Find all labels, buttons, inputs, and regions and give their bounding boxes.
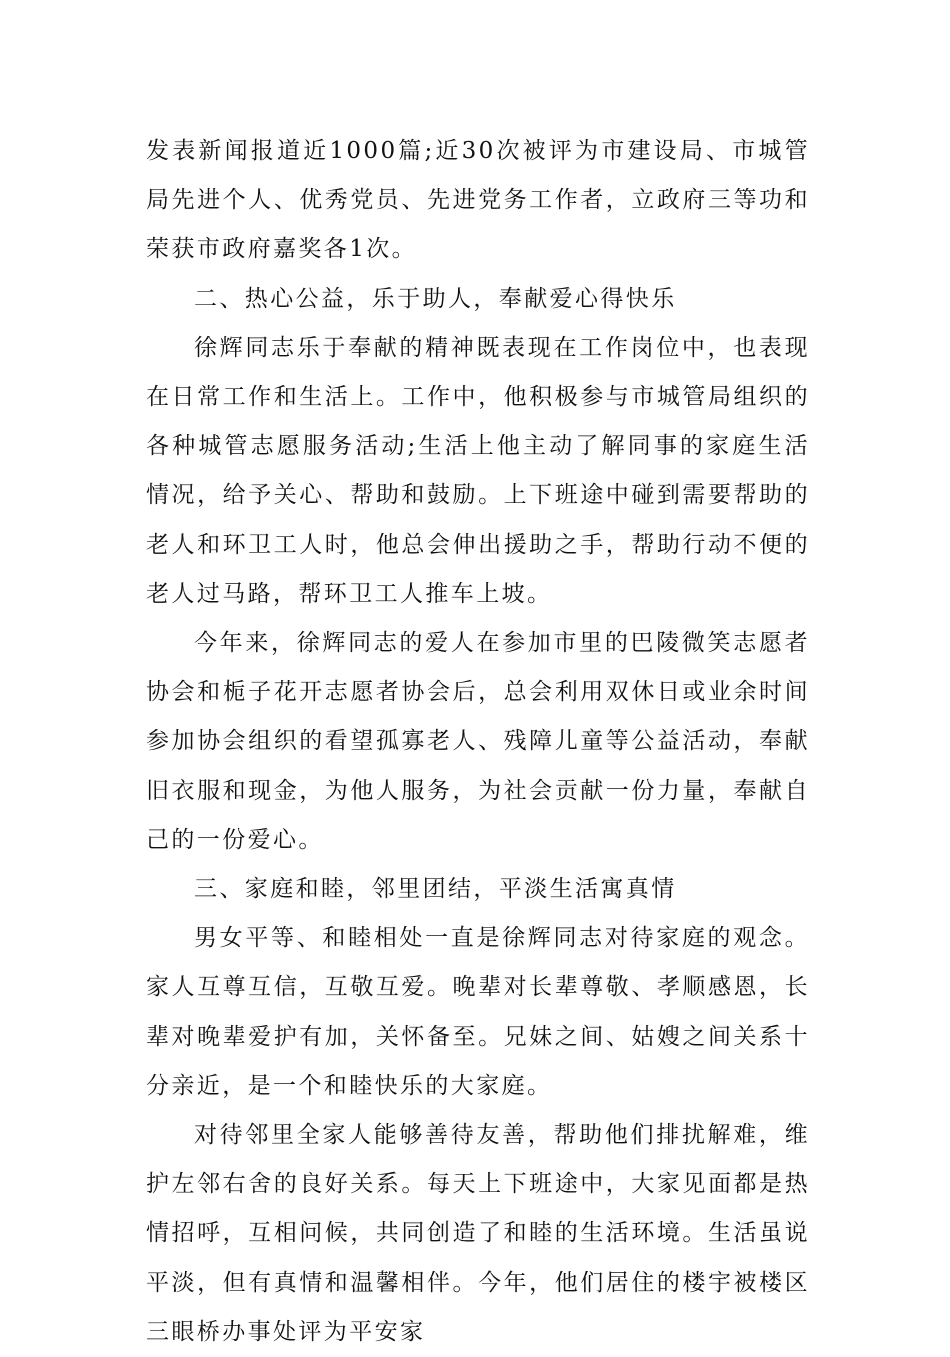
paragraph-family-values: 男女平等、和睦相处一直是徐辉同志对待家庭的观念。家人互尊互信，互敬互爱。晚辈对长辈尊敬、孝顺感恩，长辈对晚辈爱护有加，关怀备至。兄妹之间、姑嫂之间关系十分亲近，是一个和睦快乐的大家庭。 — [146, 925, 810, 1099]
paragraph-spouse-volunteering: 今年来，徐辉同志的爱人在参加市里的巴陵微笑志愿者协会和栀子花开志愿者协会后，总会利用双休日或业余时间参加协会组织的看望孤寡老人、残障儿童等公益活动，奉献旧衣服和现金，为他人服务，为社会贡献一份力量，奉献自己的一份爱心。 — [146, 630, 810, 853]
paragraph-volunteer-work: 徐辉同志乐于奉献的精神既表现在工作岗位中，也表现在日常工作和生活上。工作中，他积极参与市城管局组织的各种城管志愿服务活动;生活上他主动了解同事的家庭生活情况，给予关心、帮助和鼓励。上下班途中碰到需要帮助的老人和环卫工人时，他总会伸出援助之手，帮助行动不便的老人过马路，帮环卫工人推车上坡。 — [146, 334, 810, 607]
section-heading-family-harmony: 三、家庭和睦，邻里团结，平淡生活寓真情 — [194, 876, 677, 903]
paragraph-continued-honors: 发表新闻报道近1000篇;近30次被评为市建设局、市城管局先进个人、优秀党员、先进党务工作者，立政府三等功和荣获市政府嘉奖各1次。 — [146, 138, 810, 263]
document-body — [146, 127, 810, 1357]
section-heading-public-welfare: 二、热心公益，乐于助人，奉献爱心得快乐 — [194, 285, 677, 312]
paragraph-neighbor-relations: 对待邻里全家人能够善待友善，帮助他们排扰解难，维护左邻右舍的良好关系。每天上下班途中，大家见面都是热情招呼，互相问候，共同创造了和睦的生活环境。生活虽说平淡，但有真情和温馨相伴。今年，他们居住的楼宇被楼区三眼桥办事处评为平安家 — [146, 1122, 810, 1345]
